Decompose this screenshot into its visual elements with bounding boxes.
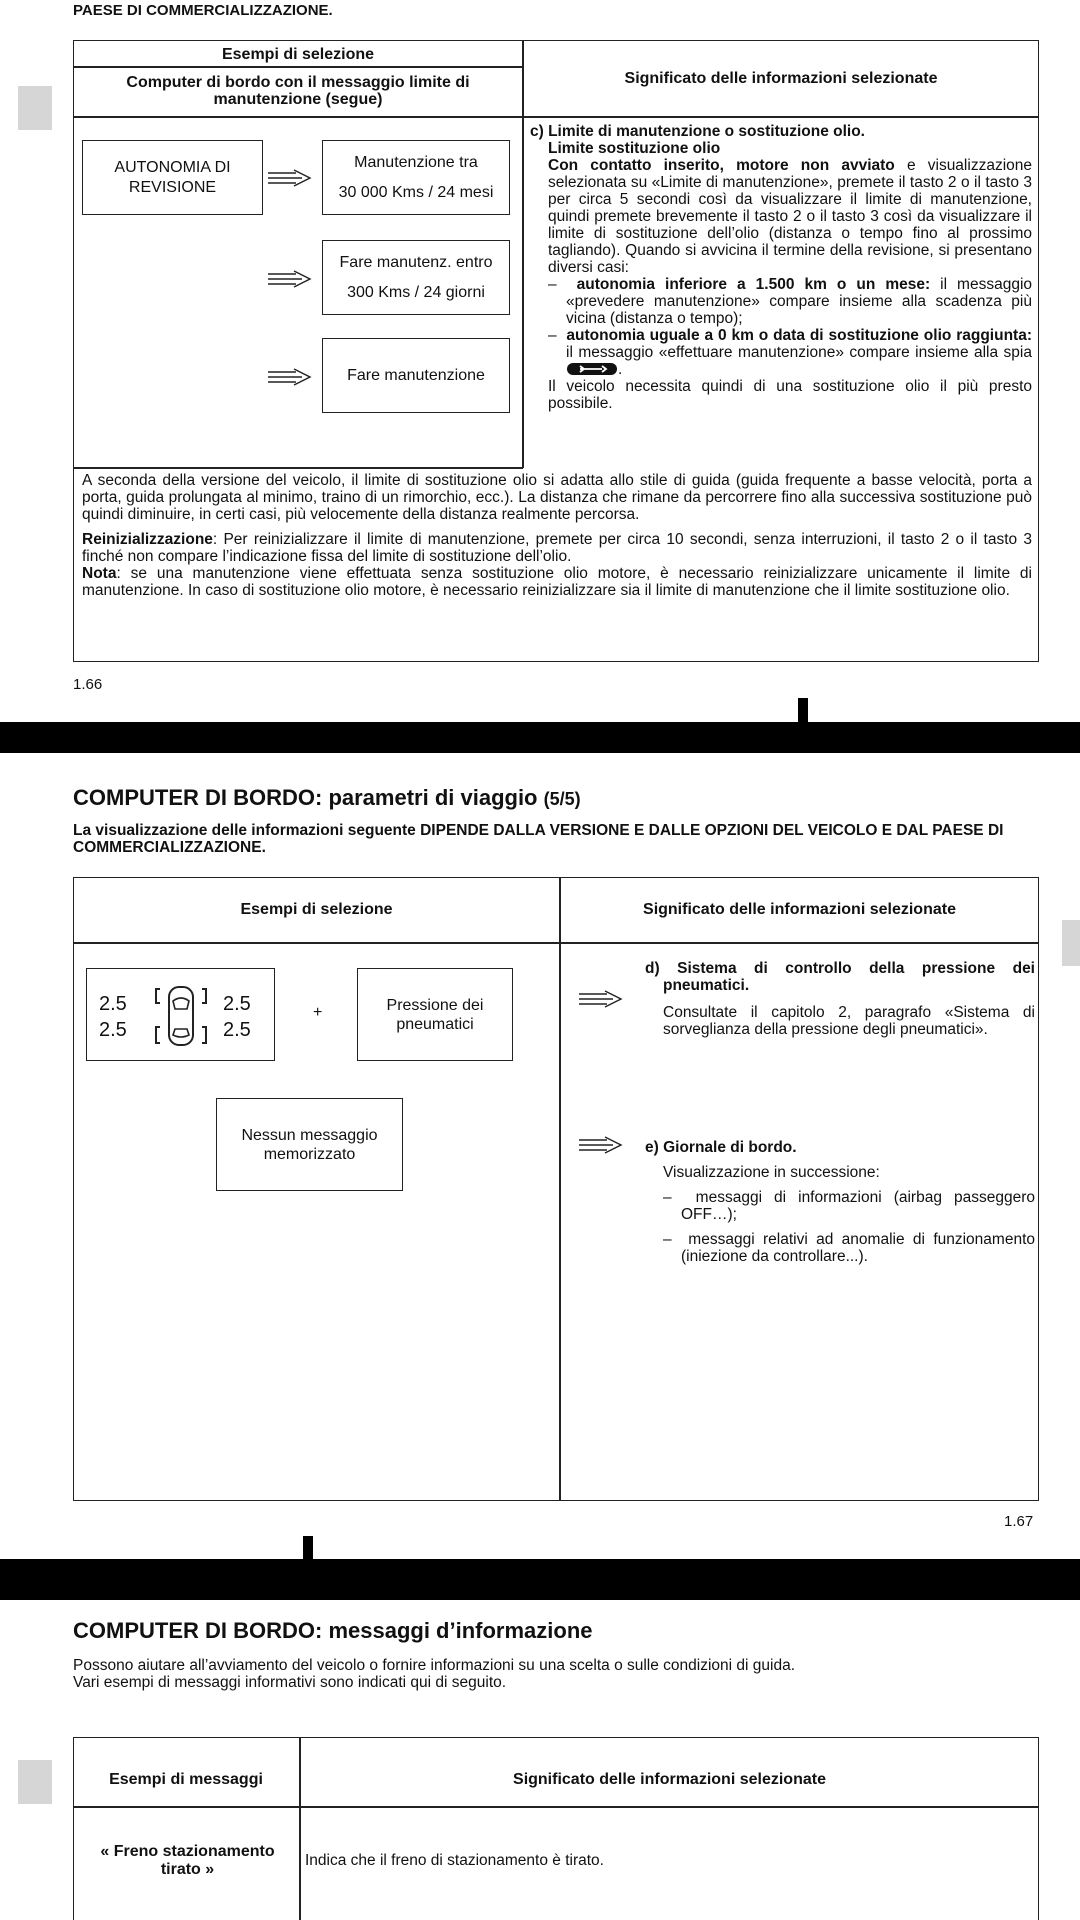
section-c-condition: Con contatto inserito, motore non avviato bbox=[548, 157, 895, 174]
header-meaning: Significato delle informazioni selezionate bbox=[643, 901, 956, 918]
section-d-title: d) Sistema di controllo della pressione dei pneumatici. bbox=[645, 960, 1035, 994]
display-fare-manutenzione bbox=[322, 338, 510, 413]
arrow-right-icon bbox=[577, 988, 623, 1010]
page-number: 1.67 bbox=[1004, 1513, 1034, 1530]
display-nessun-messaggio bbox=[216, 1098, 403, 1191]
section-e-paragraph: Visualizzazione in successione: bbox=[663, 1164, 880, 1181]
reinit-text: : Per reinizializzare il limite di manutenzione, premete per circa 10 secondi, senza interruzioni, il tasto 2 o il tasto 3 finché non compare l’indicazione fissa del limite di sostituzione dell’olio. bbox=[82, 531, 1032, 565]
section-c-text: c) Limite di manutenzione o sostituzione olio. Limite sostituzione olio Con contatto inserito, motore non avviato e visualizzazione selezionata su «Limite di manutenzione», premete il tasto 2 o il tasto 3 per circa 5 secondi così da visualizzare il limite di manutenzione, quindi premete brevemente il tasto 2 o il tasto 3 così da visualizzare il limite di sostituzione dell’olio (distanza o tempo fino al prossimo tagliando). Quando si avvicina il termine della revisione, si presentano diversi casi: – autonomia inferiore a 1.500 km o un mese: il messaggio «prevedere manutenzione» compare insieme alla scadenza più vicina (distanza o tempo); – autonomia uguale a 0 km o data di sostituzione olio raggiunta: il messaggio «effettuare manutenzione» compare insieme alla spia . Il veicolo necessita quindi di una sostituzione olio il più presto possibile. bbox=[530, 123, 1033, 412]
display-text: AUTONOMIA DI REVISIONE bbox=[114, 158, 231, 196]
side-tab-marker bbox=[18, 86, 52, 130]
display-text: Manutenzione tra bbox=[354, 153, 478, 171]
tyre-rear-right: 2.5 bbox=[223, 1019, 251, 1041]
arrow-right-icon bbox=[266, 366, 312, 388]
tyre-pressure-display bbox=[86, 968, 275, 1061]
section-c-title: c) Limite di manutenzione o sostituzione olio. bbox=[530, 123, 865, 140]
side-tab-marker bbox=[18, 1760, 52, 1804]
section-c-paragraph: e visualizzazione selezionata su «Limite di manutenzione», premete il tasto 2 o il tasto 3 per circa 5 secondi così da visualizzare il limite di manutenzione, quindi premete brevemente il tasto 2 o il tasto 3 così da visualizzare il limite di sostituzione dell’olio (distanza o tempo fino al prossimo tagliando). Quando si avvicina il termine della revisione, si presentano diversi casi: bbox=[548, 157, 1032, 276]
title-suffix: (5/5) bbox=[543, 789, 581, 809]
display-pressione-pneumatici bbox=[357, 968, 513, 1061]
header-onboard-computer: Computer di bordo con il messaggio limite di manutenzione (segue) bbox=[126, 74, 470, 108]
plus-sign: + bbox=[313, 1004, 323, 1021]
style-note: A seconda della versione del veicolo, il limite di sostituzione olio si adatta allo stile di guida (guida frequente a basse velocità, porta a porta, guida prolungata al minimo, traino di un rimorchio, ecc.). La distanza che rimane da percorrere fino alla successiva sostituzione può quindi diminuire, in certi casi, più velocemente della distanza realmente percorsa. bbox=[82, 472, 1032, 523]
header-examples: Esempi di selezione bbox=[221, 46, 375, 63]
display-autonomia-revisione bbox=[82, 140, 263, 215]
bullet-1-bold: autonomia inferiore a 1.500 km o un mese: bbox=[576, 276, 931, 293]
bottom-notes bbox=[82, 472, 1032, 599]
header-examples: Esempi di messaggi bbox=[109, 1771, 263, 1788]
table-divider bbox=[299, 1737, 301, 1920]
table-rule-bottom bbox=[73, 467, 523, 469]
table-header-split bbox=[73, 66, 523, 68]
arrow-right-icon bbox=[266, 268, 312, 290]
arrow-right-icon bbox=[266, 167, 312, 189]
bullet-2-text: il messaggio «effettuare manutenzione» compare insieme alla spia bbox=[566, 344, 1032, 361]
bullet-2-bold: autonomia uguale a 0 km o data di sostituzione olio raggiunta: bbox=[566, 327, 1032, 344]
manual-page-1-66 bbox=[0, 0, 1080, 722]
tyre-rear-left: 2.5 bbox=[99, 1019, 127, 1041]
page-marker bbox=[798, 698, 808, 722]
section-d-text bbox=[645, 960, 1035, 1038]
nota-text: : se una manutenzione viene effettuata senza sostituzione olio motore, è necessario reinizializzare unicamente il limite di manutenzione. In caso di sostituzione olio motore, è necessario reinizializzare sia il limite di manutenzione che il limite sostituzione olio. bbox=[82, 565, 1032, 599]
display-text: Nessun messaggio memorizzato bbox=[241, 1126, 378, 1163]
section-c-subtitle: Limite sostituzione olio bbox=[548, 140, 721, 157]
intro-line-2: Vari esempi di messaggi informativi sono indicati qui di seguito. bbox=[73, 1674, 507, 1691]
display-fare-manutenz-entro bbox=[322, 240, 510, 315]
section-e-title: e) Giornale di bordo. bbox=[645, 1139, 797, 1156]
tyre-front-right: 2.5 bbox=[223, 993, 251, 1015]
section-d-paragraph: Consultate il capitolo 2, paragrafo «Sistema di sorveglianza della pressione degli pneumatici». bbox=[663, 1004, 1035, 1038]
section-e-text: e) Giornale di bordo. Visualizzazione in successione: – messaggi di informazioni (airbag passeggero OFF…); – messaggi relativi ad anomalie di funzionamento (iniezione da controllare...). bbox=[645, 1139, 1035, 1265]
page-intro: La visualizzazione delle informazioni seguente DIPENDE DALLA VERSIONE E DALLE OPZIONI DEL VEICOLO E DAL PAESE DI COMMERCIALIZZAZIONE. bbox=[73, 822, 1004, 856]
continued-intro-line: PAESE DI COMMERCIALIZZAZIONE. bbox=[73, 2, 333, 19]
arrow-right-icon bbox=[577, 1134, 623, 1156]
manual-page-1-67 bbox=[0, 753, 1080, 1559]
display-manutenzione-tra bbox=[322, 140, 510, 215]
header-meaning: Significato delle informazioni selezionate bbox=[513, 1771, 826, 1788]
wrench-warning-icon bbox=[566, 362, 618, 376]
header-examples: Esempi di selezione bbox=[240, 901, 393, 918]
display-text: Fare manutenz. entro bbox=[339, 253, 493, 271]
messages-table bbox=[73, 1737, 1039, 1920]
header-meaning: Significato delle informazioni selezionate bbox=[624, 70, 938, 87]
intro-line-1: Possono aiutare all’avviamento del veicolo o fornire informazioni su una scelta o sulle condizioni di guida. bbox=[73, 1657, 796, 1674]
page-number: 1.66 bbox=[73, 676, 103, 693]
nota-label: Nota bbox=[82, 565, 117, 582]
message-meaning: Indica che il freno di stazionamento è tirato. bbox=[305, 1852, 604, 1869]
display-text: Fare manutenzione bbox=[347, 366, 485, 384]
message-example: « Freno stazionamento tirato » bbox=[100, 1843, 275, 1878]
display-value: 30 000 Kms / 24 mesi bbox=[338, 183, 494, 201]
table-header-rule bbox=[73, 116, 1039, 118]
display-text: Pressione dei pneumatici bbox=[386, 996, 484, 1033]
section-e-bullet-2: messaggi relativi ad anomalie di funzionamento (iniezione da controllare...). bbox=[681, 1231, 1035, 1265]
title-text: COMPUTER DI BORDO: parametri di viaggio bbox=[73, 785, 538, 810]
page-intro bbox=[73, 1657, 795, 1691]
display-value: 300 Kms / 24 giorni bbox=[347, 283, 485, 301]
manual-page-messaggi bbox=[0, 1600, 1080, 1920]
reinit-label: Reinizializzazione bbox=[82, 531, 213, 548]
section-c-end: Il veicolo necessita quindi di una sostituzione olio il più presto possibile. bbox=[548, 378, 1032, 412]
table-header-rule bbox=[73, 1806, 1039, 1808]
side-tab-marker bbox=[1062, 920, 1080, 966]
table-header-rule bbox=[73, 942, 1039, 944]
tyre-front-left: 2.5 bbox=[99, 993, 127, 1015]
page-title bbox=[73, 785, 581, 811]
page-title: COMPUTER DI BORDO: messaggi d’informazione bbox=[73, 1618, 593, 1643]
page-marker bbox=[303, 1536, 313, 1559]
car-top-view-icon bbox=[151, 981, 211, 1051]
bullet-1-text: il messaggio «prevedere manutenzione» compare insieme alla scadenza più vicina (distanza o tempo); bbox=[566, 276, 1033, 327]
table-divider bbox=[559, 877, 561, 1501]
section-e-bullet-1: messaggi di informazioni (airbag passeggero OFF…); bbox=[681, 1189, 1035, 1223]
